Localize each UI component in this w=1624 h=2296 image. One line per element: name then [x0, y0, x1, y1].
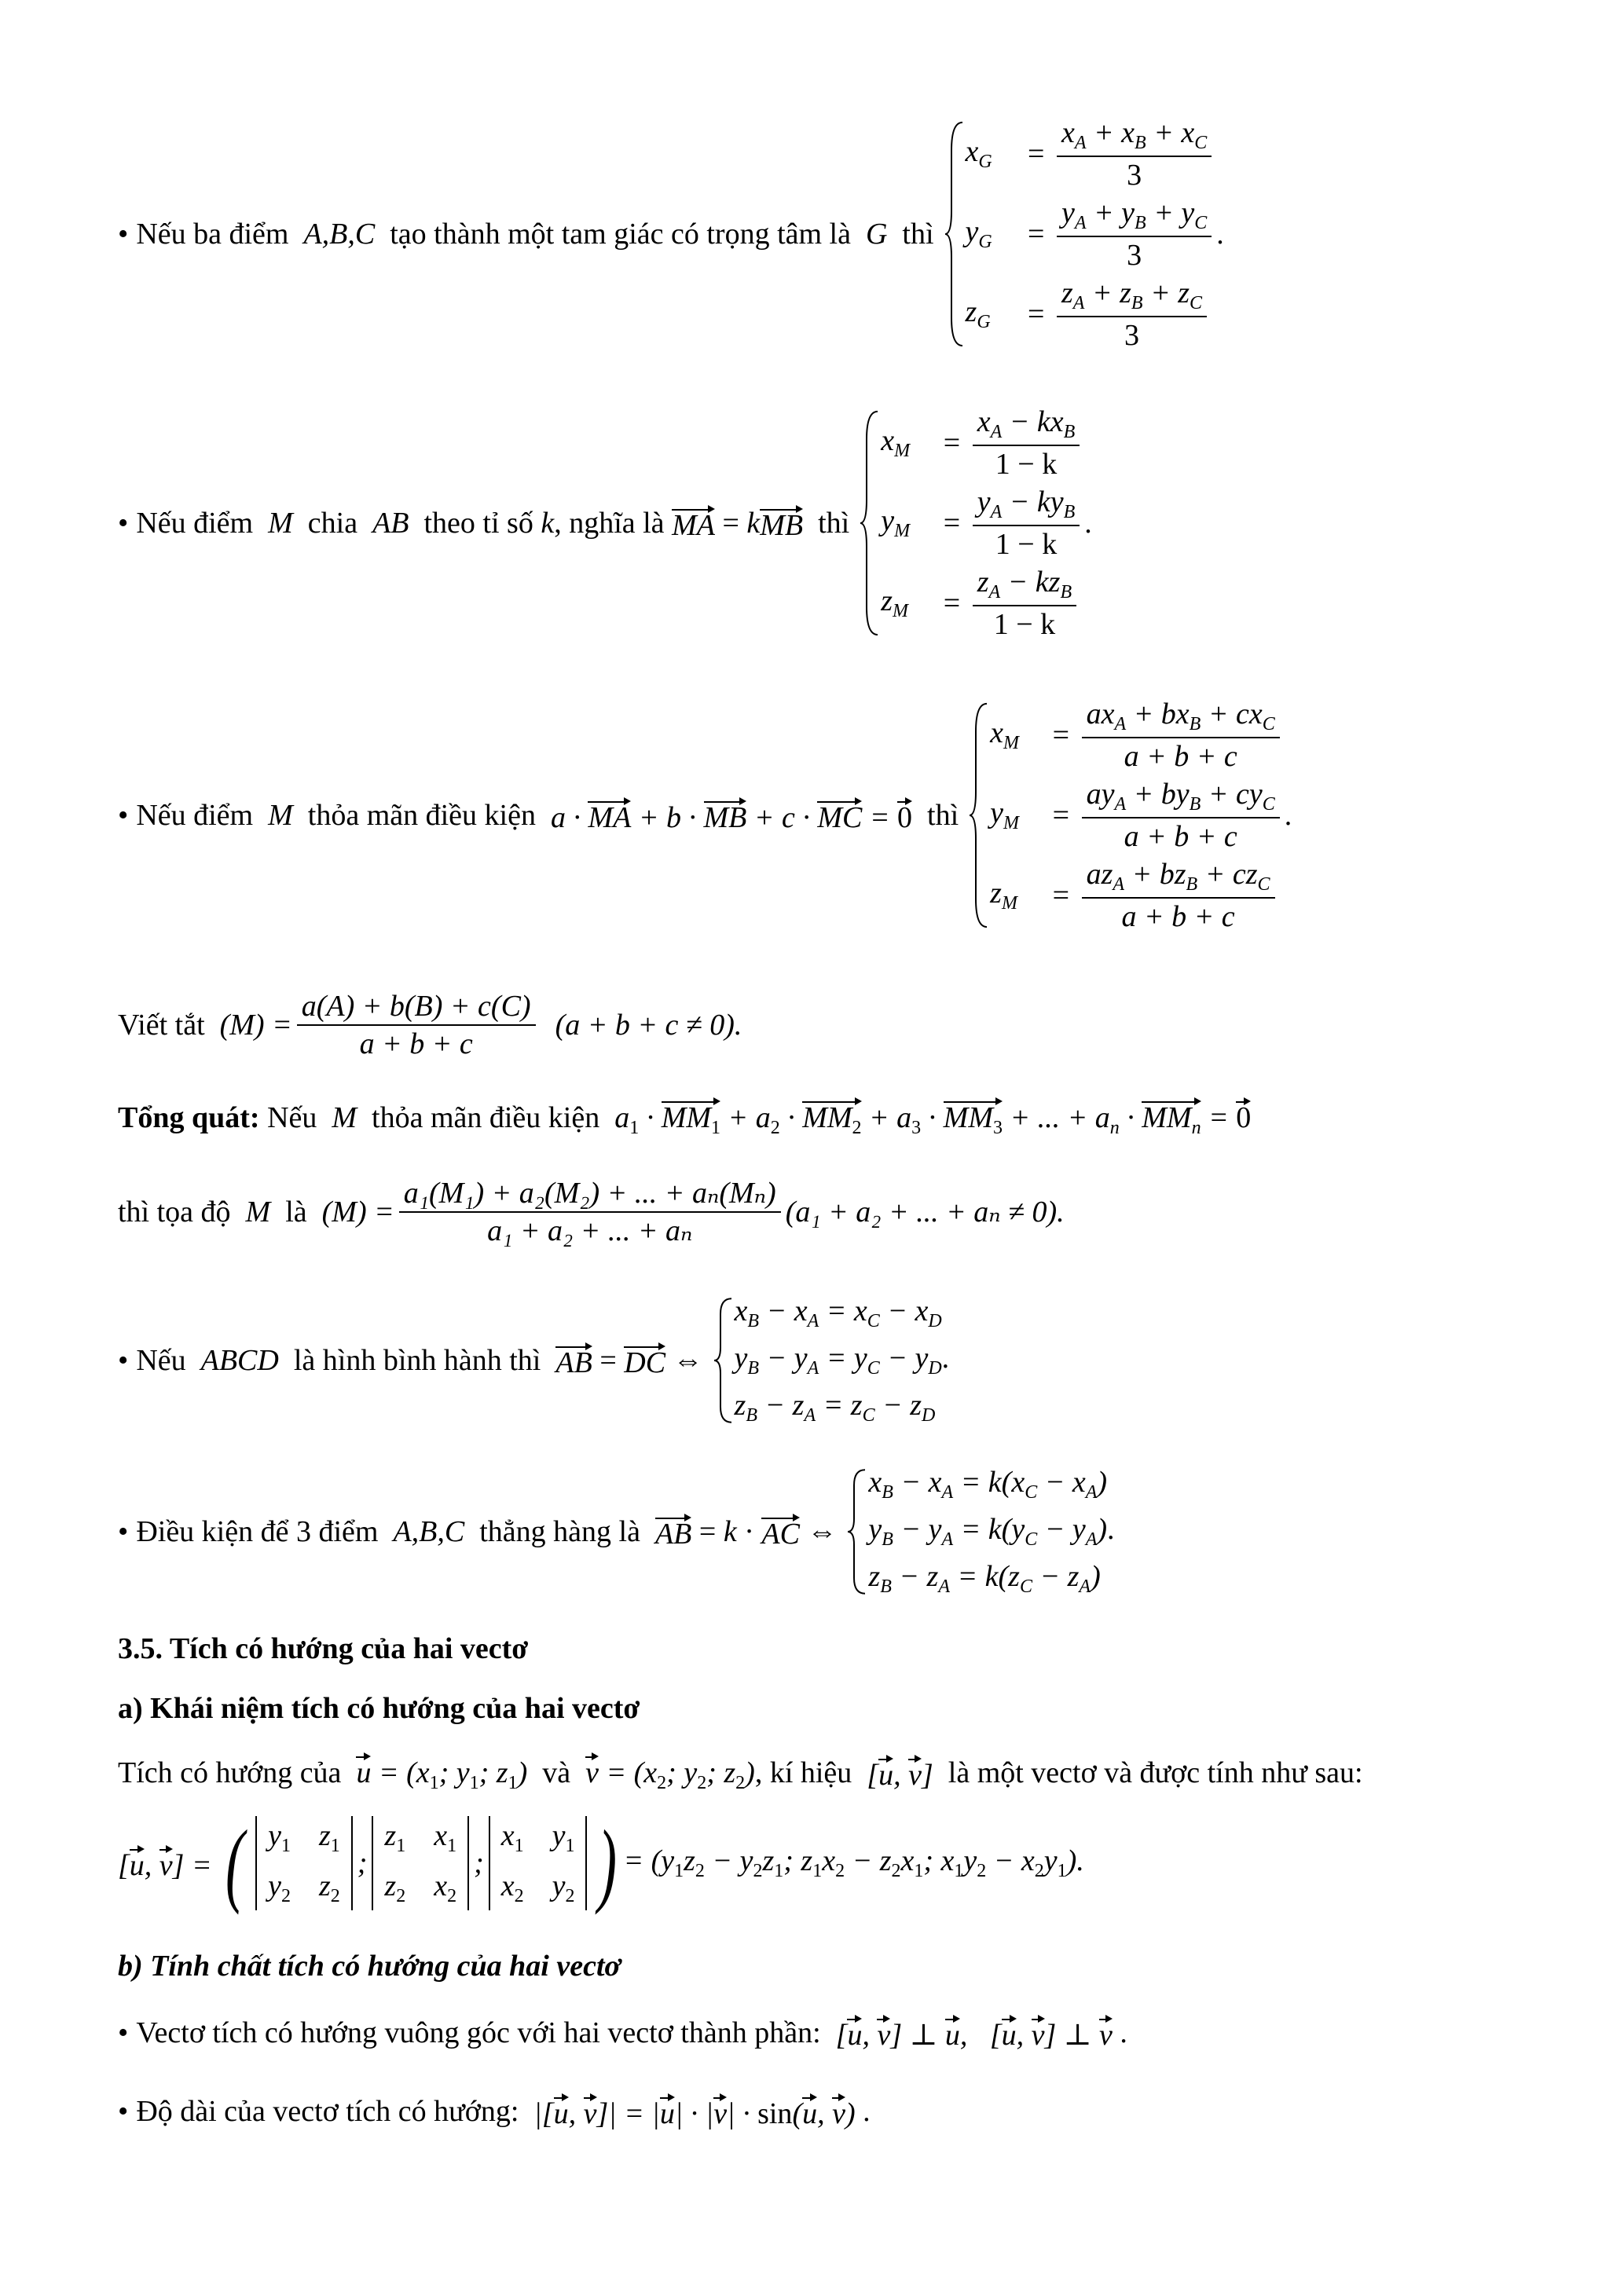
brace-icon: [968, 699, 990, 932]
section-heading: 3.5. Tích có hướng của hai vectơ: [118, 1632, 529, 1665]
centroid-system: $x_G$ = $\frac{x_A + x_B + x_C}{3}$ $y_G$ = $\frac{y_A + y_B + y_C}{3}$ . $z_G$ = $\frac{z_A + z_B + z_C}{3}$: [944, 118, 1224, 350]
weighted-then: thì: [927, 799, 959, 832]
weighted-system: $x_M$ = $\frac{ax_A + bx_B + cx_C}{a + b + c}$ $y_M$ = $\frac{ay_A + by_B + cy_C}{a + b + c}$ . $z_M$ = $\frac{az_A + bz_B + cz_C}{a + b + c}$: [968, 699, 1292, 932]
centroid-formula: [118, 118, 1224, 350]
shorthand-condition: (a + b + c ≠ 0).: [555, 1009, 742, 1042]
parallelogram-formula: • Nếu ABCD là hình bình hành thì AB = DC ⇔ $x_B - x_A = x_C - x_D$ $y_B - y_A = y_C - y_D$. $z_B - z_A = z_C - z_D$: [118, 1294, 950, 1426]
centroid-text-mid: tạo thành một tam giác có trọng tâm là: [390, 218, 851, 251]
cross-product-formula: [u, v] = ( $y_1$ $z_1$ $y_2$ $z_2$ ; $z_1$ $x_1$ $z_2$ $x_2$ ; $x_1$ $y_1$ $x_2$ $y_2$ ) = ($y_1z_2 - y_2z_1$; $z_1x_2 - z_2x_1$; $x_1y_2 - x_2y_1$).: [118, 1811, 1084, 1915]
weighted-condition: a · MA + b · MB + c · MC = 0: [551, 798, 912, 833]
brace-icon: [944, 118, 966, 350]
centroid-points: A,B,C: [303, 218, 376, 251]
bullet: •: [118, 1515, 129, 1548]
bullet: •: [118, 507, 129, 540]
vector-ma: MA: [672, 506, 715, 540]
parallelogram-system: $x_B - x_A = x_C - x_D$ $y_B - y_A = y_C - y_D$. $z_B - z_A = z_C - z_D$: [713, 1296, 950, 1425]
ratio-text-means: , nghĩa là: [554, 507, 665, 540]
bullet: •: [118, 218, 129, 251]
property-1: • Vectơ tích có hướng vuông góc với hai vectơ thành phần: [u, v] ⊥ u, [u, v] ⊥ v .: [118, 2016, 1127, 2052]
brace-icon: [859, 407, 881, 639]
weighted-formula: [118, 699, 1292, 932]
general-label: Tổng quát:: [118, 1101, 260, 1134]
brace-icon: [846, 1467, 868, 1596]
weighted-text: Nếu điểm: [136, 799, 254, 832]
property-2: • Độ dài của vectơ tích có hướng: |[u, v]| = |u| · |v| · sin(u, v) .: [118, 2095, 871, 2130]
subsection-b: b) Tính chất tích có hướng của hai vectơ: [118, 1950, 621, 1983]
centroid-text-before: Nếu ba điểm: [136, 218, 289, 251]
shorthand-label: Viết tắt: [118, 1009, 205, 1042]
ratio-k: k: [541, 507, 555, 540]
ratio-m: M: [268, 507, 293, 540]
ratio-text-mid: chia: [307, 507, 358, 540]
weighted-text-mid: thỏa mãn điều kiện: [307, 799, 536, 832]
collinear-system: $x_B - x_A = k(x_C - x_A)$ $y_B - y_A = k(y_C - y_A)$. $z_B - z_A = k(z_C - z_A)$: [846, 1467, 1114, 1596]
subsection-a: a) Khái niệm tích có hướng của hai vectơ: [118, 1692, 640, 1725]
general-condition: $a_1 \cdot MM_1 + a_2 \cdot MM_2 + a_3 \cdot MM_3$ + ... + $a_n \cdot MM_n = 0$: [614, 1098, 1251, 1137]
vector-mb: MB: [760, 506, 803, 540]
weighted-m: M: [268, 799, 293, 832]
bullet: •: [118, 799, 129, 832]
ratio-system: $x_M$ = $\frac{x_A - kx_B}{1 - k}$ $y_M$ = $\frac{y_A - ky_B}{1 - k}$ . $z_M$ = $\frac{z_A - kz_B}{1 - k}$: [859, 407, 1092, 639]
ratio-text: Nếu điểm: [136, 507, 254, 540]
centroid-then: thì: [902, 218, 934, 251]
ratio-text-ratio: theo tỉ số: [423, 507, 533, 540]
ratio-ab: AB: [372, 507, 409, 540]
bullet: •: [118, 1344, 129, 1377]
cross-product-definition: Tích có hướng của $u = (x_1$; $y_1$; $z_1$) và $v = (x_2$; $y_2$; $z_2$) , kí hiệu [u, v] là một vectơ và được tính như sau:: [118, 1753, 1363, 1792]
general-line2: thì tọa độ M là (M) = $\frac{\text{a₁(M₁) + a₂(M₂) + ... + aₙ(Mₙ)}}{\text{a₁ + a₂ + ... + aₙ}}$ (a₁ + a₂ + ... + aₙ ≠ 0).: [118, 1177, 1065, 1247]
ratio-then: thì: [818, 507, 850, 540]
shorthand-formula: Viết tắt (M) = $\frac{a(A) + b(B) + c(C)}{a + b + c}$ (a + b + c ≠ 0).: [118, 990, 742, 1060]
centroid-g: G: [865, 218, 888, 251]
ratio-formula: • Nếu điểm M chia AB theo tỉ số k , nghĩa là MA = k MB thì $x_M$ = $\frac{x_A - kx_B}{1 - k}$ $y_M$ = $\frac{y_A - ky_B}{1 - k}$ . $z_M$ = $\frac{z_A - kz_B}{1 - k}$: [118, 405, 1092, 641]
general-line1: Tổng quát: Nếu M thỏa mãn điều kiện $a_1 \cdot MM_1 + a_2 \cdot MM_2 + a_3 \cdot MM_3$ + ... + $a_n \cdot MM_n = 0$: [118, 1098, 1251, 1137]
collinear-formula: • Điều kiện để 3 điểm A,B,C thẳng hàng là AB = k · AC ⇔ $x_B - x_A = k(x_C - x_A)$ $y_B - y_A = k(y_C - y_A)$. $z_B - z_A = k(z_C - z_A)$: [118, 1466, 1115, 1597]
brace-icon: [713, 1296, 735, 1425]
